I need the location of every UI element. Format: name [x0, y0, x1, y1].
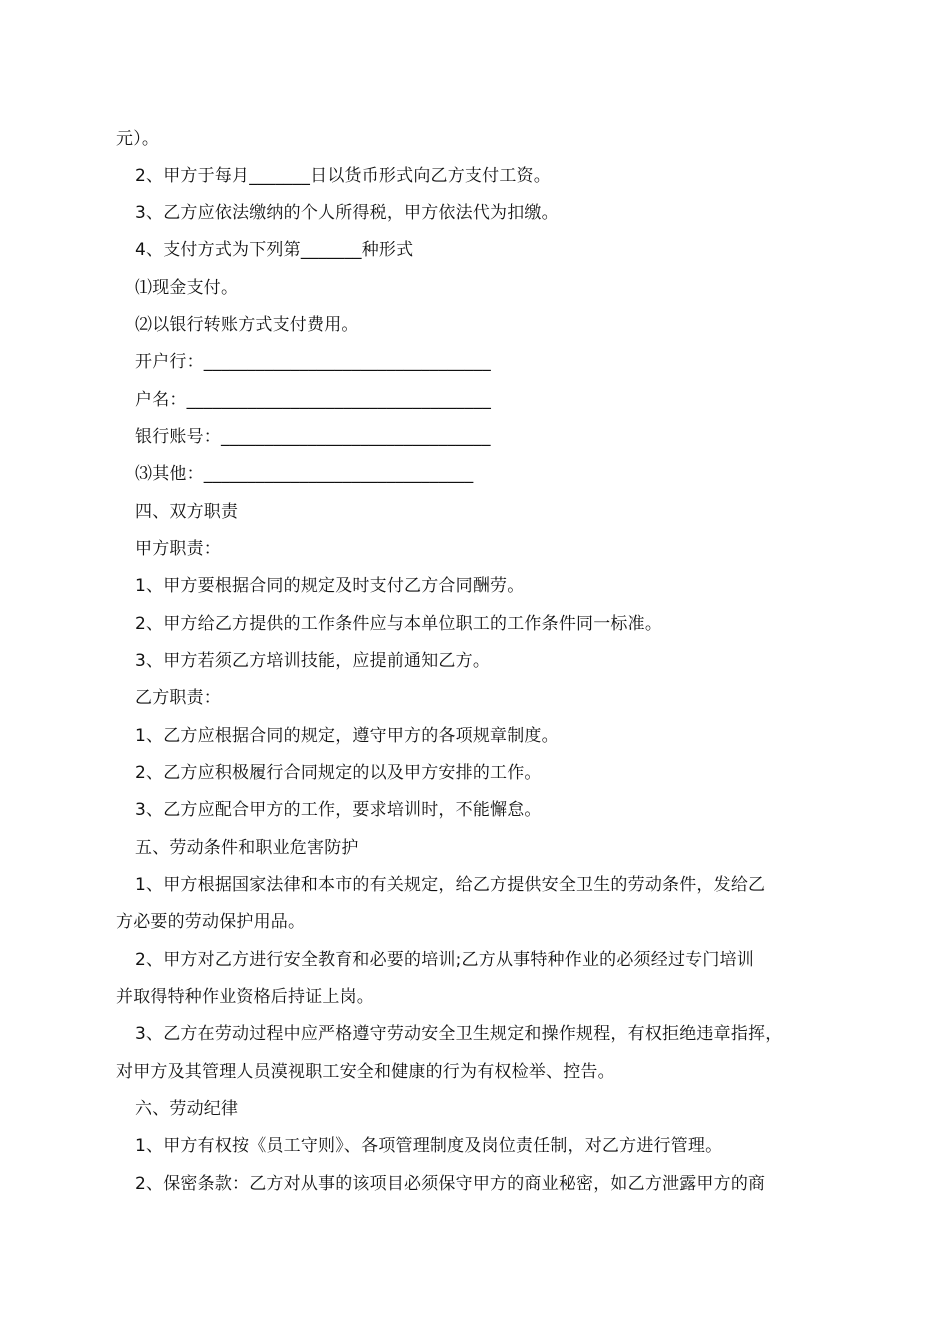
section-heading: 六、劳动纪律: [135, 1099, 239, 1119]
text-line: 3、乙方应配合甲方的工作，要求培训时，不能懈怠。: [135, 800, 542, 820]
text-line: 2、甲方于每月_______日以货币形式向乙方支付工资。: [135, 166, 551, 186]
text-line: 1、甲方要根据合同的规定及时支付乙方合同酬劳。: [135, 576, 525, 596]
text-line: 甲方职责：: [135, 539, 221, 559]
text-line: 3、乙方应依法缴纳的个人所得税，甲方依法代为扣缴。: [135, 203, 559, 223]
text-line: ⑵以银行转账方式支付费用。: [135, 315, 359, 335]
section-heading: 四、双方职责: [135, 502, 239, 522]
text-line: 开户行：_________________________________: [135, 352, 491, 372]
text-line: 并取得特种作业资格后持证上岗。: [116, 987, 374, 1007]
text-line: 2、甲方给乙方提供的工作条件应与本单位职工的工作条件同一标准。: [135, 614, 663, 634]
section-heading: 五、劳动条件和职业危害防护: [135, 838, 359, 858]
text-line: 户名：___________________________________: [135, 390, 492, 410]
text-line: 2、乙方应积极履行合同规定的以及甲方安排的工作。: [135, 763, 542, 783]
text-line: 方必要的劳动保护用品。: [116, 912, 306, 932]
text-line: 银行账号：_______________________________: [135, 427, 491, 447]
text-line: 3、乙方在劳动过程中应严格遵守劳动安全卫生规定和操作规程，有权拒绝违章指挥，: [135, 1024, 783, 1044]
text-line: 2、甲方对乙方进行安全教育和必要的培训;乙方从事特种作业的必须经过专门培训: [135, 950, 754, 970]
text-line: 1、甲方有权按《员工守则》、各项管理制度及岗位责任制，对乙方进行管理。: [135, 1136, 723, 1156]
text-line: 乙方职责：: [135, 688, 221, 708]
text-line: 3、甲方若须乙方培训技能，应提前通知乙方。: [135, 651, 491, 671]
text-line: 1、甲方根据国家法律和本市的有关规定，给乙方提供安全卫生的劳动条件，发给乙: [135, 875, 766, 895]
text-line: 1、乙方应根据合同的规定，遵守甲方的各项规章制度。: [135, 726, 559, 746]
text-line: 4、支付方式为下列第_______种形式: [135, 240, 414, 260]
text-line: 2、保密条款：乙方对从事的该项目必须保守甲方的商业秘密，如乙方泄露甲方的商: [135, 1174, 766, 1194]
text-line: ⑴现金支付。: [135, 278, 239, 298]
text-line: ⑶其他：_______________________________: [135, 464, 474, 484]
text-line: 元）。: [116, 129, 160, 149]
text-line: 对甲方及其管理人员漠视职工安全和健康的行为有权检举、控告。: [116, 1062, 615, 1082]
